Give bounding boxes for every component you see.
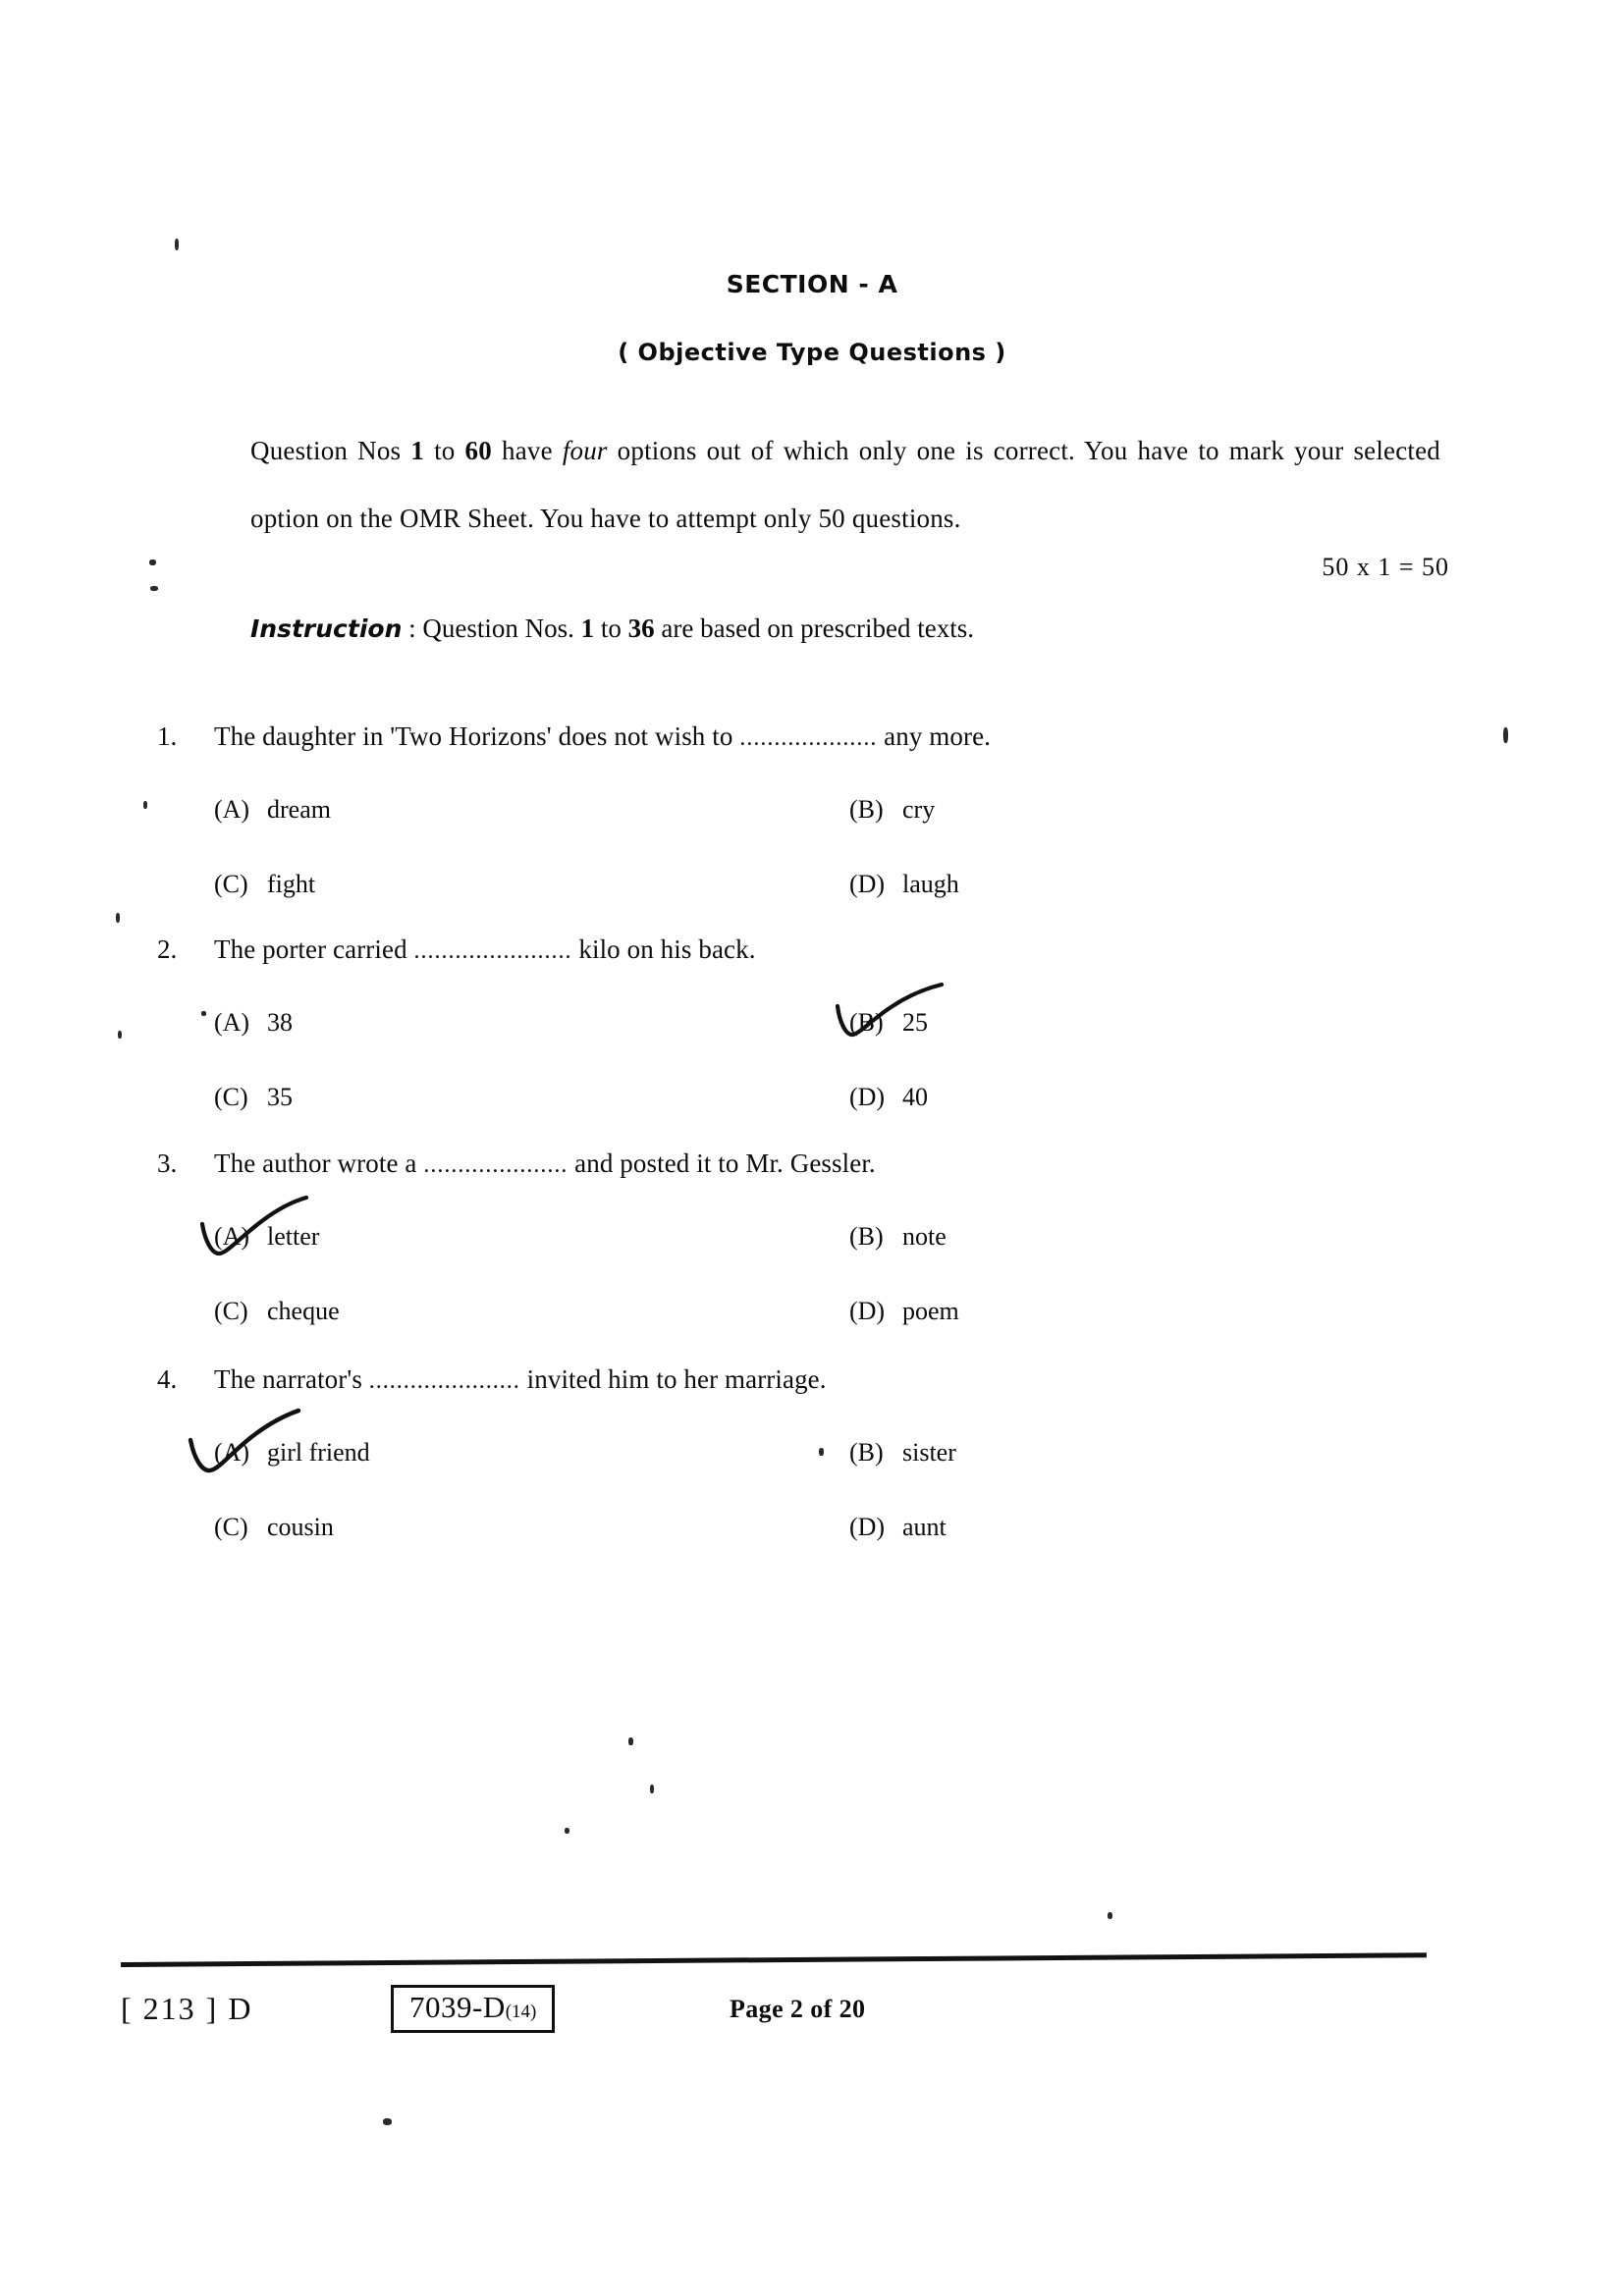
question-1-option-b[interactable] [849, 795, 935, 825]
instruction-pre: Question Nos. [422, 614, 581, 643]
question-4-option-b[interactable] [849, 1438, 956, 1468]
question-2-option-b-label: (B) [849, 1008, 884, 1037]
intro-four-italic: four [562, 436, 608, 465]
question-1-option-a-text: dream [267, 795, 331, 824]
question-4-text [214, 1364, 827, 1394]
question-3-option-b-label: (B) [849, 1222, 884, 1251]
question-3-option-d-text: poem [902, 1297, 959, 1325]
instruction-range-end: 36 [627, 614, 655, 643]
objective-type-questions-title: ( Objective Type Questions ) [618, 339, 1006, 366]
question-1-option-a-label: (A) [214, 795, 250, 824]
question-1-option-c[interactable] [214, 870, 315, 899]
question-2-option-row-1 [157, 1008, 1453, 1083]
question-4-blank: ...................... [368, 1368, 520, 1394]
instruction-label: Instruction [250, 614, 403, 643]
question-4-option-d-text: aunt [902, 1513, 947, 1541]
scan-speck [565, 1828, 569, 1834]
question-1-option-c-text: fight [267, 870, 316, 898]
question-2-option-a[interactable] [214, 1008, 293, 1038]
question-1-option-b-text: cry [902, 795, 936, 824]
question-2-text [214, 934, 756, 964]
intro-range-end: 60 [464, 436, 492, 465]
question-2-option-d-text: 40 [902, 1083, 928, 1111]
question-4-option-b-text: sister [902, 1438, 956, 1467]
question-3-blank: ..................... [423, 1152, 568, 1178]
question-2-text-after: kilo on his back. [571, 934, 756, 964]
question-1-text-before: The daughter in 'Two Horizons' does not wish to [214, 721, 740, 751]
question-3-options [157, 1222, 1453, 1371]
question-2-option-c-text: 35 [267, 1083, 293, 1111]
question-1-option-row-1 [157, 795, 1453, 870]
intro-to-1: to [424, 436, 465, 465]
question-4-text-before: The narrator's [214, 1364, 369, 1394]
scan-speck [116, 913, 120, 923]
question-3-option-d[interactable] [849, 1297, 959, 1326]
question-3-option-a-label: (A) [214, 1222, 250, 1251]
question-2-number: 2. [157, 934, 178, 964]
question-3-text-before: The author wrote a [214, 1148, 424, 1178]
question-4-option-row-1 [157, 1438, 1453, 1513]
paper-code-box [391, 1985, 555, 2033]
intro-instructions-paragraph [250, 417, 1440, 553]
scan-speck [118, 1031, 122, 1039]
question-1-option-b-label: (B) [849, 795, 884, 824]
question-3-number: 3. [157, 1148, 178, 1178]
question-3-text-after: and posted it to Mr. Gessler. [568, 1148, 876, 1178]
intro-rest: options out of which only one is correct. You have to mark your selected option on the OMR Sheet. You have to attempt only 50 questions. [250, 436, 1440, 533]
marks-allocation: 50 x 1 = 50 [1322, 553, 1449, 581]
intro-range-start: 1 [410, 436, 425, 465]
scan-speck [201, 1011, 206, 1016]
scan-speck [383, 2118, 392, 2125]
question-1-options [157, 795, 1453, 944]
instruction-range-start: 1 [580, 614, 595, 643]
question-4-option-c[interactable] [214, 1513, 334, 1542]
question-2-option-b[interactable] [849, 1008, 928, 1038]
question-1-option-row-2 [157, 870, 1453, 944]
question-4-option-d[interactable] [849, 1513, 947, 1542]
question-2-option-b-text: 25 [902, 1008, 928, 1037]
question-2-option-d[interactable] [849, 1083, 928, 1112]
scan-speck [175, 239, 179, 250]
instruction-separator: : [402, 614, 423, 643]
question-4-option-c-text: cousin [267, 1513, 334, 1541]
question-1-option-a[interactable] [214, 795, 331, 825]
footer-left-code: [ 213 ] D [121, 1991, 253, 2026]
question-2-option-c[interactable] [214, 1083, 293, 1112]
scan-speck [150, 586, 158, 591]
scan-speck [143, 801, 147, 809]
question-3-option-b-text: note [902, 1222, 947, 1251]
intro-have: have [491, 436, 563, 465]
question-3-option-b[interactable] [849, 1222, 947, 1252]
question-2-option-c-label: (C) [214, 1083, 248, 1111]
question-1-stem [157, 721, 1453, 752]
question-1-blank: .................... [739, 725, 878, 751]
question-4-option-row-2 [157, 1513, 1453, 1587]
question-2-option-a-label: (A) [214, 1008, 250, 1037]
question-1-option-d-label: (D) [849, 870, 886, 898]
question-3-option-c[interactable] [214, 1297, 340, 1326]
question-1-option-d-text: laugh [902, 870, 959, 898]
instruction-line [250, 614, 974, 644]
question-1-option-d[interactable] [849, 870, 959, 899]
question-3-option-c-text: cheque [267, 1297, 340, 1325]
scan-speck [819, 1448, 824, 1456]
question-2-stem [157, 934, 1453, 965]
question-1-text [214, 721, 991, 751]
question-3-option-c-label: (C) [214, 1297, 248, 1325]
question-3-stem [157, 1148, 1453, 1179]
instruction-to: to [594, 614, 628, 643]
question-4-option-a[interactable] [214, 1438, 370, 1468]
question-3-option-a[interactable] [214, 1222, 319, 1252]
question-4-option-a-text: girl friend [267, 1438, 370, 1467]
question-1-option-c-label: (C) [214, 870, 248, 898]
question-2-options [157, 1008, 1453, 1157]
question-3-option-a-text: letter [267, 1222, 320, 1251]
question-4-options [157, 1438, 1453, 1587]
question-1-number: 1. [157, 721, 178, 751]
scan-speck [650, 1785, 654, 1793]
question-1 [157, 721, 1453, 944]
question-3-option-d-label: (D) [849, 1297, 886, 1325]
question-4-stem [157, 1364, 1453, 1395]
question-4-option-b-label: (B) [849, 1438, 884, 1467]
question-3-option-row-2 [157, 1297, 1453, 1371]
question-3 [157, 1148, 1453, 1371]
question-1-text-after: any more. [877, 721, 992, 751]
question-4-number: 4. [157, 1364, 178, 1394]
question-4-option-c-label: (C) [214, 1513, 248, 1541]
question-3-option-row-1 [157, 1222, 1453, 1297]
question-2-option-d-label: (D) [849, 1083, 886, 1111]
question-3-text [214, 1148, 876, 1178]
question-2 [157, 934, 1453, 1157]
intro-pre: Question Nos [250, 436, 411, 465]
section-title: SECTION - A [726, 270, 898, 298]
question-4-text-after: invited him to her marriage. [519, 1364, 827, 1394]
question-2-text-before: The porter carried [214, 934, 414, 964]
question-4-option-a-label: (A) [214, 1438, 250, 1467]
footer-divider-rule [121, 1952, 1427, 1967]
question-2-option-row-2 [157, 1083, 1453, 1157]
page-indicator: Page 2 of 20 [730, 1995, 866, 2023]
scan-speck [628, 1737, 633, 1745]
question-2-blank: ....................... [413, 938, 572, 964]
instruction-rest: are based on prescribed texts. [654, 614, 975, 643]
question-2-option-a-text: 38 [267, 1008, 293, 1037]
question-4-option-d-label: (D) [849, 1513, 886, 1541]
question-4 [157, 1364, 1453, 1587]
scan-speck [1503, 727, 1508, 743]
paper-code: 7039-D [409, 1990, 506, 2024]
scan-speck [149, 560, 156, 565]
page-footer [121, 1985, 1436, 2054]
scan-speck [1108, 1912, 1112, 1919]
paper-code-suffix: (14) [505, 2002, 537, 2022]
